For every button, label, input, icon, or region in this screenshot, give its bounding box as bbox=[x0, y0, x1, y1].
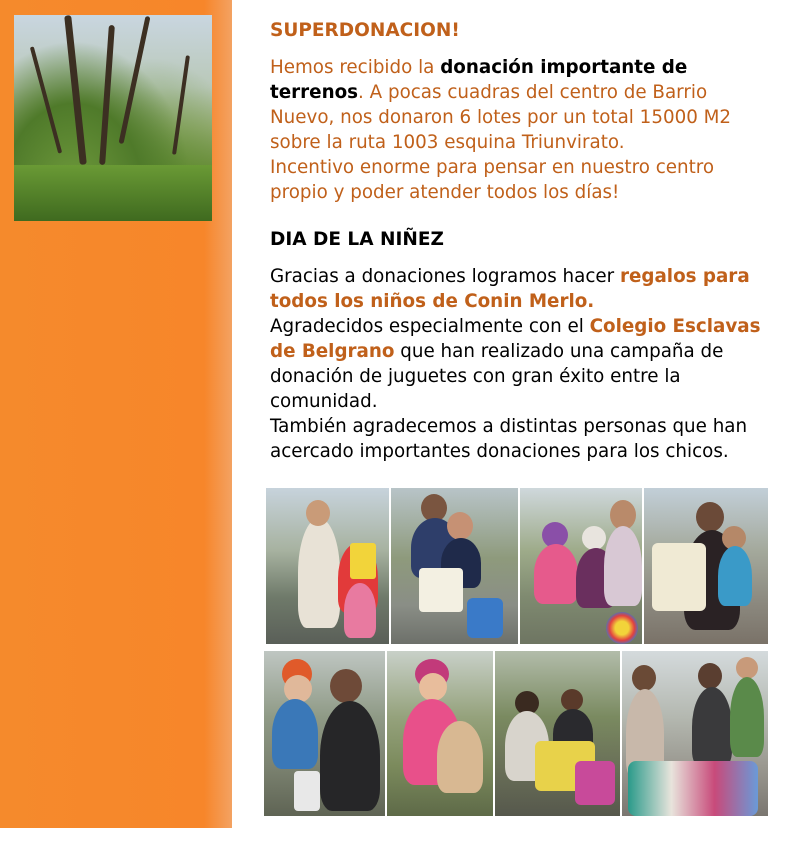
superdonacion-title: SUPERDONACION! bbox=[270, 20, 460, 41]
tree-trunk bbox=[172, 55, 190, 155]
land-photo bbox=[14, 15, 212, 221]
tree-trunk bbox=[99, 25, 115, 165]
tree-trunk bbox=[30, 46, 62, 153]
collage-photo bbox=[495, 651, 622, 816]
superdonacion-body: . A pocas cuadras del centro de Barrio Nuevo, nos donaron 6 lotes por un total 15000 M2 sobre la ruta 1003 esquina Triunvirato. bbox=[270, 82, 732, 153]
grass bbox=[14, 165, 212, 221]
dia-ninez-p2-end: que han realizado una campaña de donación de juguetes con gran éxito entre la comunidad. bbox=[270, 341, 724, 412]
tree-trunk bbox=[119, 16, 151, 144]
dia-ninez-title: DIA DE LA NIÑEZ bbox=[270, 229, 444, 250]
collage-photo bbox=[520, 488, 645, 644]
dia-ninez-p2-start: Agradecidos especialmente con el bbox=[270, 316, 590, 337]
collage-photo bbox=[387, 651, 496, 816]
collage-photo bbox=[644, 488, 768, 644]
collage-photo bbox=[622, 651, 768, 816]
dia-ninez-p1-start: Gracias a donaciones logramos hacer bbox=[270, 266, 620, 287]
collage-photo bbox=[391, 488, 520, 644]
collage-photo bbox=[266, 488, 391, 644]
dia-ninez-p3: También agradecemos a distintas personas que han acercado importantes donaciones para los chicos. bbox=[270, 416, 748, 462]
sidebar bbox=[0, 0, 232, 828]
superdonacion-highlight: donación importante de terrenos bbox=[270, 57, 688, 103]
dia-ninez-text bbox=[270, 264, 770, 464]
main-content bbox=[270, 18, 770, 464]
dia-ninez-p2-highlight: Colegio Esclavas de Belgrano bbox=[270, 316, 761, 362]
tree-trunk bbox=[64, 15, 87, 165]
superdonacion-intro: Hemos recibido la bbox=[270, 57, 441, 78]
collage-photo bbox=[264, 651, 387, 816]
photo-collage-row-1 bbox=[266, 488, 768, 644]
superdonacion-text bbox=[270, 55, 770, 205]
superdonacion-body2: Incentivo enorme para pensar en nuestro centro propio y poder atender todos los días! bbox=[270, 157, 715, 203]
photo-collage-row-2 bbox=[264, 651, 768, 816]
dia-ninez-p1-highlight: regalos para todos los niños de Conin Merlo. bbox=[270, 266, 750, 312]
